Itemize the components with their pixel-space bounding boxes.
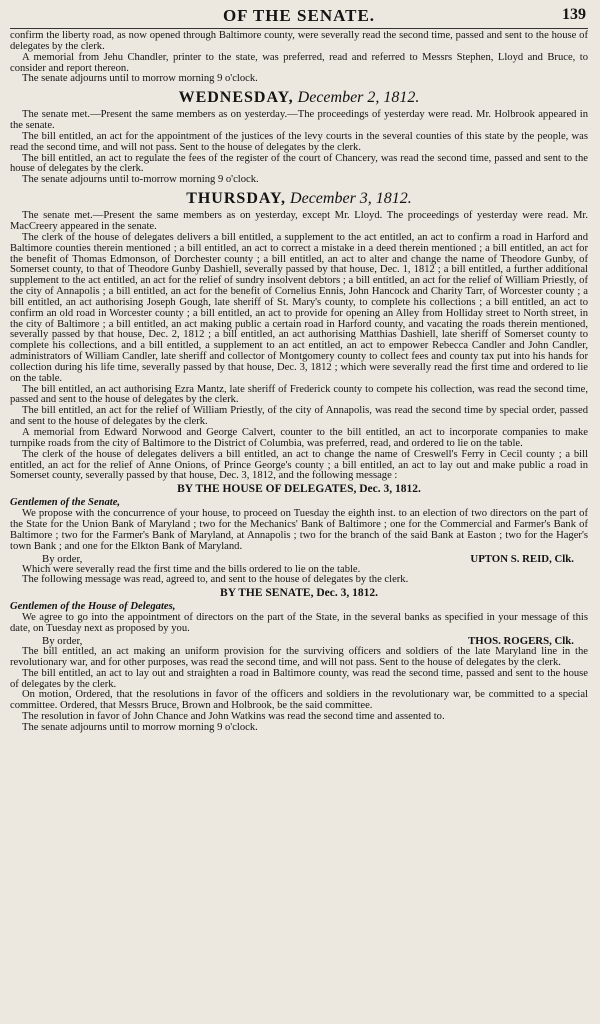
paragraph: The clerk of the house of delegates delivers a bill entitled, a supplement to the act entitled, an act to confirm a road in Harford and Baltimore counties therein mentioned ; a bill entitled, an act to correct a mistake in a deed therein mentioned ; a bill entitled, an act for the benefit of Thomas Edmonson, of Dorchester county ; a bill entitled, an act to alter and change the name of Theodore Gunby, of Somerset county, to that of Theodore Gunby Dashiell, severally passed by that house, Dec. 1, 1812 ; a bill entitled, a further additional supplement to the act entitled, an act for the relief of sundry insolvent debtors ; a bill entitled, an act for the relief of William Priestly, of the city of Annapolis ; a bill entitled, an act for the benefit of Cornelius Ennis, John Hancock and Charity Tarr, of Worcester county ; a bill entitled, an act authorising Joseph Gough, late sheriff of St. Mary's county, to complete his collections ; a bill entitled, an act to confirm an old road in Worcester county ; a bill entitled, an act to provide for opening an Alley from Holliday street to North street, in the city of Baltimore ; a bill entitled, an act making public a certain road in Harford county, and vacating the roads therein mentioned, severally passed by that house, Dec. 2, 1812 ; a bill entitled, an act authorising Matthias Dashiell, late sheriff of Somerset county to complete his collections, and a bill entitled, a supplement to an act entitled, an act to empower Rebecca Candler and John Candler, administrators of William Candler, late sheriff and collector of Montgomery county to collect fees and county tax put into his hands for collection during his life time, severally passed by that house, Dec. 3, 1812 ; which were severally read the first time and ordered to lie on the table. [10, 231, 588, 384]
paragraph: We agree to go into the appointment of directors on the part of the State, in the several banks as specified in your message of this date, on Tuesday next as proposed by you. [10, 612, 588, 635]
message-heading: BY THE SENATE, Dec. 3, 1812. [220, 587, 378, 600]
date-heading [10, 89, 588, 107]
salutation: Gentlemen of the Senate, [10, 497, 121, 509]
running-title: OF THE SENATE. [222, 6, 376, 25]
signature-line [10, 553, 588, 565]
date-heading-date: December 2, 1812. [297, 89, 420, 107]
signature-by-order: By order, [42, 552, 83, 565]
message-heading: BY THE HOUSE OF DELEGATES, Dec. 3, 1812. [177, 483, 421, 496]
paragraph: The clerk of the house of delegates delivers a bill entitled, an act to change the name of Creswell's Ferry in Cecil county ; a bill entitled, an act for the relief of Anne Onions, of Prince George's county ; a bill entitled, an act to lay out and make public a road in Somerset county, severally passed by that house, Dec. 3, 1812, and the following message : [10, 448, 588, 482]
paragraph: Which were severally read the first time and the bills ordered to lie on the table. [22, 563, 361, 575]
paragraph: A memorial from Jehu Chandler, printer to the state, was preferred, read and referred to Messrs Stephen, Lloyd and Bruce, to consider and report thereon. [10, 51, 588, 74]
paragraph: We propose with the concurrence of your house, to proceed on Tuesday the eighth inst. to an election of two directors on the part of the State for the Union Bank of Maryland ; two for the Mechanics' Bank of Baltimore ; one for the Commercial and Farmer's Bank of Baltimore ; two for the Farmer's Bank of Maryland, at Annapolis ; two for the branch of the said Bank at Easton ; two for the Hager's town Bank ; and one for the Elkton Bank of Maryland. [10, 508, 588, 552]
signature-by-order: By order, [42, 634, 83, 647]
paragraph: The senate met.—Present the same members as on yesterday.—The proceedings of yesterday were read. Mr. Holbrook appeared in the senate. [10, 109, 588, 132]
date-heading-day: THURSDAY, [186, 190, 287, 208]
signature-clerk: THOS. ROGERS, Clk. [468, 634, 574, 647]
paragraph: The bill entitled, an act authorising Ezra Mantz, late sheriff of Frederick county to compete his collection, was read the second time, passed and sent to the house of delegates by the clerk. [10, 383, 588, 406]
date-heading [10, 190, 588, 208]
paragraph: confirm the liberty road, as now opened through Baltimore county, were severally read the second time, passed and sent to the house of delegates by the clerk. [10, 30, 588, 52]
paragraph: The senate adjourns until to-morrow morning 9 o'clock. [22, 174, 259, 186]
page-header [10, 4, 588, 29]
document-body [10, 31, 588, 734]
paragraph: The bill entitled, an act making an uniform provision for the surviving officers and soldiers of the late Maryland line in the revolutionary war, and for other purposes, was read the second time, and will not pass. Sent to the house of delegates by the clerk. [10, 645, 588, 668]
paragraph: A memorial from Edward Norwood and George Calvert, counter to the bill entitled, an act to incorporate companies to make turnpike roads from the city of Baltimore to the District of Columbia, was preferred, read, and ordered to lie on the table. [10, 427, 588, 449]
paragraph: The bill entitled, an act for the relief of William Priestly, of the city of Annapolis, was read the second time by special order, passed and sent to the house of delegates by the clerk. [10, 405, 588, 428]
paragraph: On motion, Ordered, that the resolutions in favor of the officers and soldiers in the revolutionary war, be committed to a special committee. Ordered, that Messrs Bruce, Brown and Holbrook, be the said committee. [10, 689, 588, 712]
paragraph: The following message was read, agreed to, and sent to the house of delegates by the clerk. [22, 574, 409, 586]
salutation: Gentlemen of the House of Delegates, [10, 601, 176, 613]
paragraph: The senate adjourns until to morrow morning 9 o'clock. [22, 73, 258, 85]
paragraph: The bill entitled, an act to lay out and straighten a road in Baltimore county, was read the second time, passed and sent to the house of delegates by the clerk. [10, 667, 588, 690]
signature-clerk: UPTON S. REID, Clk. [470, 552, 574, 565]
date-heading-day: WEDNESDAY, [178, 89, 294, 107]
paragraph: The bill entitled, an act for the appointment of the justices of the levy courts in the several counties of this state by the people, was read the second time, and will not pass. Sent to the house of delegates by the clerk. [10, 130, 588, 153]
paragraph: The senate adjourns until to morrow morning 9 o'clock. [22, 721, 258, 733]
paragraph: The senate met.—Present the same members as on yesterday, except Mr. Lloyd. The proceedings of yesterday were read. Mr. MacCreery appeared in the senate. [10, 210, 588, 232]
date-heading-date: December 3, 1812. [290, 190, 412, 208]
page-number: 139 [562, 6, 586, 23]
paragraph: The bill entitled, an act to regulate the fees of the register of the court of Chancery, was read the second time, passed and sent to the house of delegates by the clerk. [10, 152, 588, 175]
paragraph: The resolution in favor of John Chance and John Watkins was read the second time and assented to. [22, 711, 445, 723]
